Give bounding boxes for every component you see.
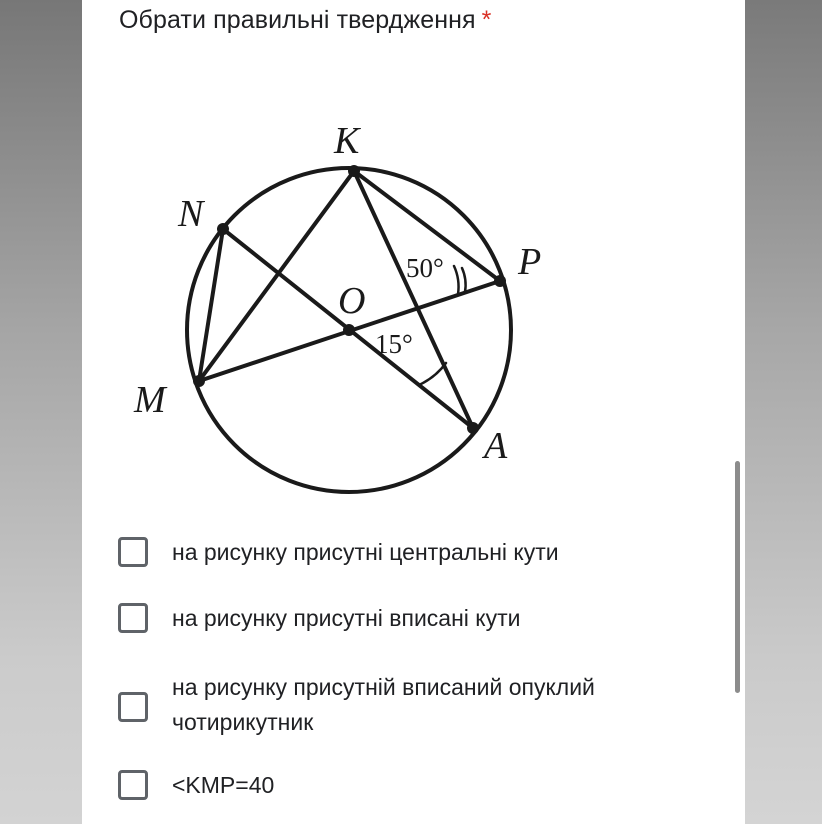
question-title-text: Обрати правильні твердження [119, 6, 476, 34]
point-K [348, 165, 360, 177]
angle-label-15: 15° [375, 329, 413, 359]
option-label: на рисунку присутній вписаний опуклий чотирикутник [172, 674, 595, 735]
option-kmp-40[interactable] [118, 770, 678, 803]
checkbox[interactable] [118, 537, 148, 567]
question-card [82, 0, 745, 824]
label-K: K [334, 120, 360, 162]
required-asterisk: * [481, 6, 492, 34]
angle-arc-p2 [462, 268, 466, 292]
point-A [467, 422, 479, 434]
point-N [217, 223, 229, 235]
point-M [193, 375, 205, 387]
label-O: O [338, 280, 366, 322]
option-central-angles[interactable] [118, 537, 678, 570]
angle-arc-a [419, 363, 446, 385]
option-inscribed-quadrilateral[interactable] [118, 670, 678, 740]
point-P [494, 275, 506, 287]
checkbox[interactable] [118, 770, 148, 800]
option-label: <KMP=40 [172, 772, 275, 798]
option-inscribed-angles[interactable] [118, 603, 678, 636]
segment-NM [199, 229, 223, 381]
background-left [0, 0, 82, 824]
checkbox[interactable] [118, 692, 148, 722]
background-right [745, 0, 822, 824]
option-label: на рисунку присутні центральні кути [172, 539, 559, 565]
option-label: на рисунку присутні вписані кути [172, 605, 521, 631]
point-O [343, 324, 355, 336]
label-A: A [484, 425, 508, 467]
checkbox[interactable] [118, 603, 148, 633]
angle-label-50: 50° [406, 253, 444, 283]
label-P: P [518, 241, 542, 283]
geometry-figure [82, 0, 745, 510]
label-N: N [178, 193, 204, 235]
segment-KM [199, 171, 354, 381]
scrollbar[interactable] [735, 461, 740, 693]
angle-arc-p1 [454, 266, 459, 294]
label-M: M [134, 379, 166, 421]
